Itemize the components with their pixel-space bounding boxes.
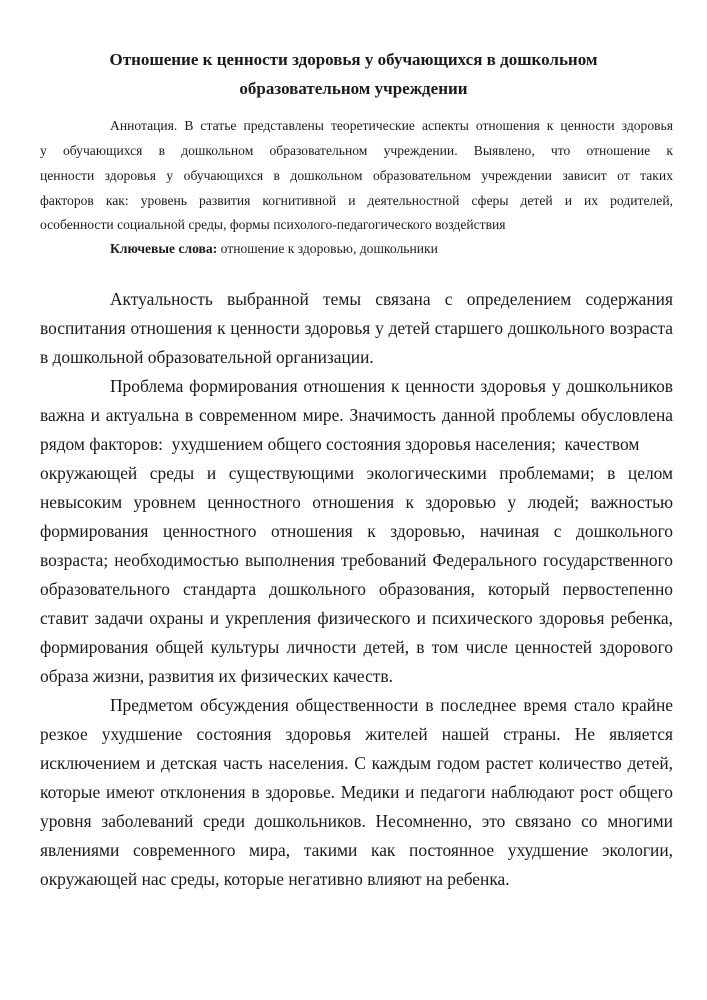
- paragraph-1-line: Актуальность выбранной темы связана с определением содержания: [110, 289, 673, 309]
- annotation-line: ценности здоровья у обучающихся в дошкольном образовательном учреждении зависит от таких: [40, 168, 673, 183]
- paragraph-2-line: невысоким уровнем ценностного отношения к здоровью у людей; важностью: [40, 492, 673, 512]
- keywords: [110, 241, 438, 257]
- paragraph-2-line: формирования ценностного отношения к здоровью, начиная с дошкольного: [40, 521, 673, 541]
- paragraph-2-line: возраста; необходимостью выполнения требований Федерального государственного: [40, 550, 673, 570]
- article-title-line-1: Отношение к ценности здоровья у обучающихся в дошкольном: [109, 50, 598, 69]
- annotation-line: факторов как: уровень развития когнитивной и деятельностной сферы детей и их родителей,: [40, 193, 673, 208]
- paragraph-3-line: явлениями современного мира, такими как постоянное ухудшение экологии,: [40, 840, 673, 860]
- paragraph-2-line: формирования общей культуры личности детей, в том числе ценностей здорового: [40, 637, 673, 657]
- paragraph-3-line: которые имеют отклонения в здоровье. Медики и педагоги наблюдают рост общего: [40, 782, 673, 802]
- paragraph-3-line: окружающей нас среды, которые негативно влияют на ребенка.: [40, 869, 510, 889]
- paragraph-1-line: воспитания отношения к ценности здоровья у детей старшего дошкольного возраста: [40, 318, 673, 338]
- keywords-value: отношение к здоровью, дошкольники: [217, 241, 438, 256]
- article-title-line-2: образовательном учреждении: [239, 79, 468, 98]
- annotation-line: особенности социальной среды, формы психолого-педагогического воздействия: [40, 217, 506, 232]
- paragraph-3-line: исключением и детская часть населения. С каждым годом растет количество детей,: [40, 753, 673, 773]
- paragraph-2-line: рядом факторов: ухудшением общего состояния здоровья населения; качеством: [40, 434, 640, 454]
- paragraph-2-line: Проблема формирования отношения к ценности здоровья у дошкольников: [110, 376, 673, 396]
- paragraph-1-line: в дошкольной образовательной организации.: [40, 347, 374, 367]
- paragraph-2-line: образовательного стандарта дошкольного образования, который первостепенно: [40, 579, 673, 599]
- keywords-label: Ключевые слова:: [110, 241, 218, 256]
- paragraph-3-line: резкое ухудшение состояния здоровья жителей нашей страны. Не является: [40, 724, 673, 744]
- paragraph-2-line: окружающей среды и существующими экологическими проблемами; в целом: [40, 463, 673, 483]
- paragraph-2-line: образа жизни, развития их физических качеств.: [40, 666, 393, 686]
- annotation-line: Аннотация. В статье представлены теоретические аспекты отношения к ценности здоровья: [110, 118, 673, 133]
- paragraph-2-line: важна и актуальна в современном мире. Значимость данной проблемы обусловлена: [40, 405, 673, 425]
- paragraph-2-line: ставит задачи охраны и укрепления физического и психического здоровья ребенка,: [40, 608, 673, 628]
- annotation-line: у обучающихся в дошкольном образовательном учреждении. Выявлено, что отношение к: [40, 143, 673, 158]
- paragraph-3-line: уровня заболеваний среди дошкольников. Несомненно, это связано со многими: [40, 811, 673, 831]
- paragraph-3-line: Предметом обсуждения общественности в последнее время стало крайне: [110, 695, 673, 715]
